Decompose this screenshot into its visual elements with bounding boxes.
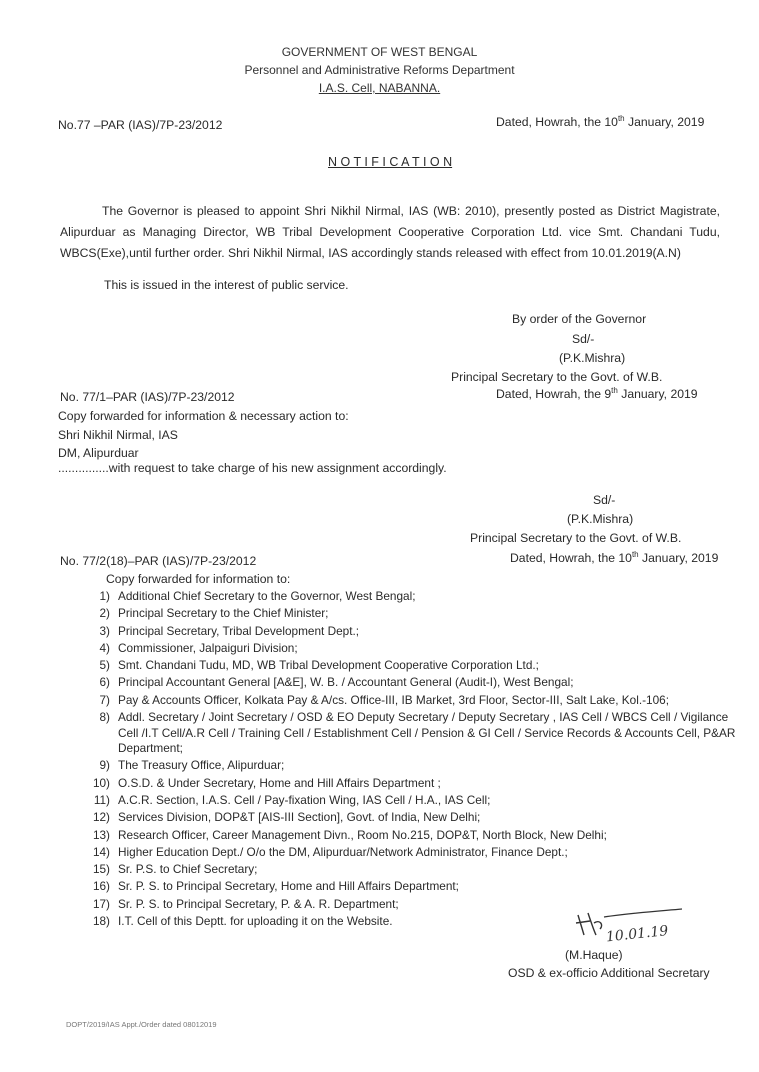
list-item-number: 4)	[99, 640, 110, 655]
list-item-text: Higher Education Dept./ O/o the DM, Alipurduar/Network Administrator, Finance Dept.;	[118, 844, 568, 859]
list-item-text: Pay & Accounts Officer, Kolkata Pay & A/cs. Office-III, IB Market, 3rd Floor, Sector-III, Salt Lake, Kol.-106;	[118, 692, 669, 707]
copy2-date-sup: th	[631, 550, 639, 559]
footer-file-ref: DOPT/2019/IAS Appt./Order dated 08012019	[66, 1020, 217, 1029]
list-item-text: Commissioner, Jalpaiguri Division;	[118, 640, 298, 655]
cell-heading	[0, 81, 759, 95]
list-item-number: 10)	[92, 775, 110, 790]
sd-text-2: Sd/-	[593, 493, 616, 507]
list-item-text: Smt. Chandani Tudu, MD, WB Tribal Development Cooperative Corporation Ltd.;	[118, 658, 539, 673]
copy1-intro: Copy forwarded for information & necessary action to:	[58, 409, 349, 423]
copy1-addressee-post: DM, Alipurduar	[58, 446, 139, 460]
list-item-number: 17)	[92, 896, 110, 911]
list-item	[80, 606, 740, 622]
notification-title-text: N O T I F I C A T I O N	[328, 155, 453, 169]
cell-heading-text: I.A.S. Cell, NABANNA.	[318, 81, 441, 95]
notification-date-sup: th	[617, 114, 625, 123]
list-item	[80, 710, 740, 757]
list-item-number: 5)	[99, 658, 110, 673]
list-item	[80, 658, 740, 674]
list-item-number: 15)	[92, 862, 110, 877]
list-item-text: Services Division, DOP&T [AIS-III Section], Govt. of India, New Delhi;	[118, 810, 481, 825]
list-item-text: Addl. Secretary / Joint Secretary / OSD & EO Deputy Secretary / Deputy Secretary , IAS Cell / WBCS Cell / Vigilance Cell /I.T Cell/A.R Cell / Training Cell / Establishment Cell / Pension & GI Cell / Service Records & Accounts Cell, P&AR Department;	[118, 709, 736, 756]
list-item-text: O.S.D. & Under Secretary, Home and Hill Affairs Department ;	[118, 775, 441, 790]
notification-date-text: Dated, Howrah, the 10	[496, 115, 618, 130]
list-item	[80, 589, 740, 605]
handwritten-initials-signature	[570, 905, 690, 947]
list-item-text: A.C.R. Section, I.A.S. Cell / Pay-fixation Wing, IAS Cell / H.A., IAS Cell;	[118, 793, 491, 807]
recipient-list	[80, 589, 740, 931]
list-item	[80, 862, 740, 878]
department-heading: Personnel and Administrative Reforms Department	[244, 63, 515, 77]
list-item	[80, 828, 740, 844]
list-item-text: Principal Accountant General [A&E], W. B. / Accountant General (Audit-I), West Bengal;	[118, 675, 574, 690]
list-item-number: 11)	[93, 793, 110, 807]
list-item	[80, 693, 740, 709]
handwritten-date: 10.01.19	[605, 923, 669, 946]
copy1-date-rest: January, 2019	[617, 387, 698, 402]
public-service-line: This is issued in the interest of public service.	[104, 278, 349, 292]
signatory-designation-3: OSD & ex-officio Additional Secretary	[508, 966, 710, 980]
list-item	[80, 879, 740, 895]
by-order-text: By order of the Governor	[512, 312, 647, 326]
list-item-text: I.T. Cell of this Deptt. for uploading it on the Website.	[118, 913, 393, 928]
signatory-name-1: (P.K.Mishra)	[559, 351, 626, 365]
list-item-text: Sr. P.S. to Chief Secretary;	[118, 862, 258, 877]
list-item-number: 8)	[99, 709, 110, 724]
list-item	[80, 624, 740, 640]
list-item-number: 6)	[99, 675, 110, 690]
copy1-addressee-name: Shri Nikhil Nirmal, IAS	[58, 428, 178, 442]
copy2-date-rest: January, 2019	[638, 551, 719, 566]
signatory-designation-2: Principal Secretary to the Govt. of W.B.	[470, 531, 682, 545]
list-item	[80, 793, 740, 809]
list-item-number: 14)	[92, 844, 110, 859]
list-item-number: 13)	[92, 827, 110, 842]
govt-heading: GOVERNMENT OF WEST BENGAL	[281, 45, 478, 59]
signatory-name-2: (P.K.Mishra)	[567, 512, 634, 526]
list-item-number: 12)	[92, 810, 110, 825]
notification-date	[496, 114, 704, 129]
list-item	[80, 641, 740, 657]
list-item-number: 1)	[99, 589, 110, 603]
notification-body: The Governor is pleased to appoint Shri Nikhil Nirmal, IAS (WB: 2010), presently posted as District Magistrate, Alipurduar as Managing Director, WB Tribal Development Cooperative Corporation Ltd. vice Smt. Chandani Tudu, WBCS(Exe),until further order. Shri Nikhil Nirmal, IAS accordingly stands released with effect from 10.01.2019(A.N)	[60, 204, 720, 260]
list-item-number: 9)	[99, 758, 110, 773]
copy2-date-text: Dated, Howrah, the 10	[510, 551, 632, 566]
copy1-request: ...............with request to take charge of his new assignment accordingly.	[58, 461, 447, 475]
signatory-designation-1: Principal Secretary to the Govt. of W.B.	[451, 370, 663, 384]
list-item	[80, 810, 740, 826]
notification-title	[328, 155, 452, 169]
copy2-date	[510, 550, 718, 565]
copy1-date-sup: th	[611, 386, 618, 395]
list-item	[80, 776, 740, 792]
list-item-text: The Treasury Office, Alipurduar;	[118, 758, 285, 773]
sd-text-1: Sd/-	[572, 332, 595, 346]
list-item-text: Principal Secretary to the Chief Minister;	[118, 606, 329, 621]
notification-date-rest: January, 2019	[624, 115, 705, 130]
copy1-ref-no: No. 77/1–PAR (IAS)/7P-23/2012	[60, 390, 235, 404]
copy2-ref-no: No. 77/2(18)–PAR (IAS)/7P-23/2012	[60, 554, 257, 568]
list-item	[80, 675, 740, 691]
copy1-date-text: Dated, Howrah, the 9	[496, 387, 612, 402]
copy1-date	[496, 386, 698, 401]
list-item-number: 18)	[92, 913, 110, 928]
copy2-intro: Copy forwarded for information to:	[106, 572, 291, 586]
list-item-text: Sr. P. S. to Principal Secretary, Home and Hill Affairs Department;	[118, 879, 459, 894]
list-item-number: 16)	[92, 879, 110, 894]
list-item-number: 3)	[99, 623, 110, 638]
signatory-name-3: (M.Haque)	[565, 948, 623, 962]
list-item-text: Sr. P. S. to Principal Secretary, P. & A. R. Department;	[118, 896, 399, 911]
list-item-number: 7)	[99, 692, 110, 707]
list-item-text: Principal Secretary, Tribal Development Dept.;	[118, 623, 360, 638]
notification-ref-no: No.77 –PAR (IAS)/7P-23/2012	[58, 118, 223, 132]
list-item-text: Research Officer, Career Management Divn., Room No.215, DOP&T, North Block, New Delhi;	[118, 827, 607, 842]
list-item-text: Additional Chief Secretary to the Governor, West Bengal;	[118, 589, 416, 603]
list-item	[80, 758, 740, 774]
list-item-number: 2)	[99, 606, 110, 621]
list-item	[80, 845, 740, 861]
